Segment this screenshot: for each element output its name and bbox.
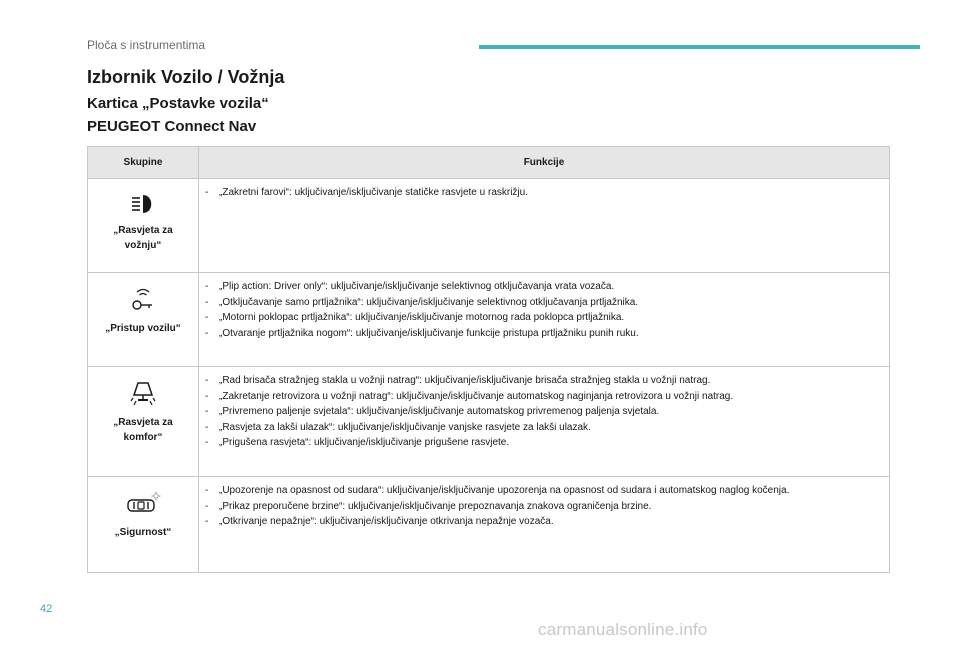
list-item: - „Zakretanje retrovizora u vožnji natrag“: uključivanje/isključivanje automatskog naginjanja retrovizora u vožnji natrag.: [205, 389, 881, 405]
list-item: - „Otključavanje samo prtljažnika“: uključivanje/isključivanje selektivnog otključavanja prtljažnika.: [205, 295, 881, 311]
table-row: [88, 367, 890, 477]
group-label: „Rasvjeta za vožnju“: [113, 225, 173, 251]
group-cell: [88, 273, 199, 367]
column-header-groups: Skupine: [88, 147, 199, 179]
functions-cell: [199, 477, 890, 573]
list-item: - „Motorni poklopac prtljažnika“: uključivanje/isključivanje motornog rada poklopca prtljažnika.: [205, 310, 881, 326]
section-title: Ploča s instrumentima: [87, 38, 206, 52]
ceiling-lamp-icon: [130, 381, 156, 407]
group-label: „Rasvjeta za komfor“: [113, 417, 173, 443]
key-signal-icon: [131, 287, 155, 313]
page-number: 42: [40, 603, 53, 615]
group-cell: [88, 179, 199, 273]
list-item: - „Prigušena rasvjeta“: uključivanje/isključivanje prigušene rasvjete.: [205, 435, 881, 451]
car-safety-icon: [125, 491, 161, 517]
functions-cell: [199, 273, 890, 367]
system-title: PEUGEOT Connect Nav: [87, 118, 257, 135]
functions-cell: [199, 179, 890, 273]
group-label: „Pristup vozilu“: [105, 323, 181, 334]
table-row: [88, 273, 890, 367]
table-row: [88, 477, 890, 573]
page-title: Izbornik Vozilo / Vožnja: [87, 67, 285, 87]
headlight-icon: [130, 193, 156, 215]
functions-table: [87, 146, 890, 573]
list-item: - „Plip action: Driver only“: uključivanje/isključivanje selektivnog otključavanja vrata vozača.: [205, 279, 881, 295]
group-cell: [88, 367, 199, 477]
table-header-row: [88, 147, 890, 179]
list-item: - „Prikaz preporučene brzine“: uključivanje/isključivanje prepoznavanja znakova ograničenja brzine.: [205, 499, 881, 515]
list-item: - „Rasvjeta za lakši ulazak“: uključivanje/isključivanje vanjske rasvjete za lakši ulazak.: [205, 420, 881, 436]
list-item: - „Upozorenje na opasnost od sudara“: uključivanje/isključivanje upozorenja na opasnost od sudara i automatskog naglog kočenja.: [205, 483, 881, 499]
list-item: - „Rad brisača stražnjeg stakla u vožnji natrag“: uključivanje/isključivanje brisača stražnjeg stakla u vožnji natrag.: [205, 373, 881, 389]
group-cell: [88, 477, 199, 573]
column-header-functions: Funkcije: [199, 147, 890, 179]
list-item: - „Privremeno paljenje svjetala“: uključivanje/isključivanje automatskog privremenog paljenja svjetala.: [205, 404, 881, 420]
list-item: - „Otkrivanje nepažnje“: uključivanje/isključivanje otkrivanja nepažnje vozača.: [205, 514, 881, 530]
watermark: carmanualsonline.info: [538, 620, 708, 639]
group-label: „Sigurnost“: [114, 527, 172, 538]
table-row: [88, 179, 890, 273]
list-item: - „Zakretni farovi“: uključivanje/isključivanje statičke rasvjete u raskrižju.: [205, 185, 881, 201]
header-accent-bar: [479, 45, 920, 49]
tab-title: Kartica „Postavke vozila“: [87, 95, 269, 112]
functions-cell: [199, 367, 890, 477]
list-item: - „Otvaranje prtljažnika nogom“: uključivanje/isključivanje funkcije pristupa prtljažniku punih ruku.: [205, 326, 881, 342]
